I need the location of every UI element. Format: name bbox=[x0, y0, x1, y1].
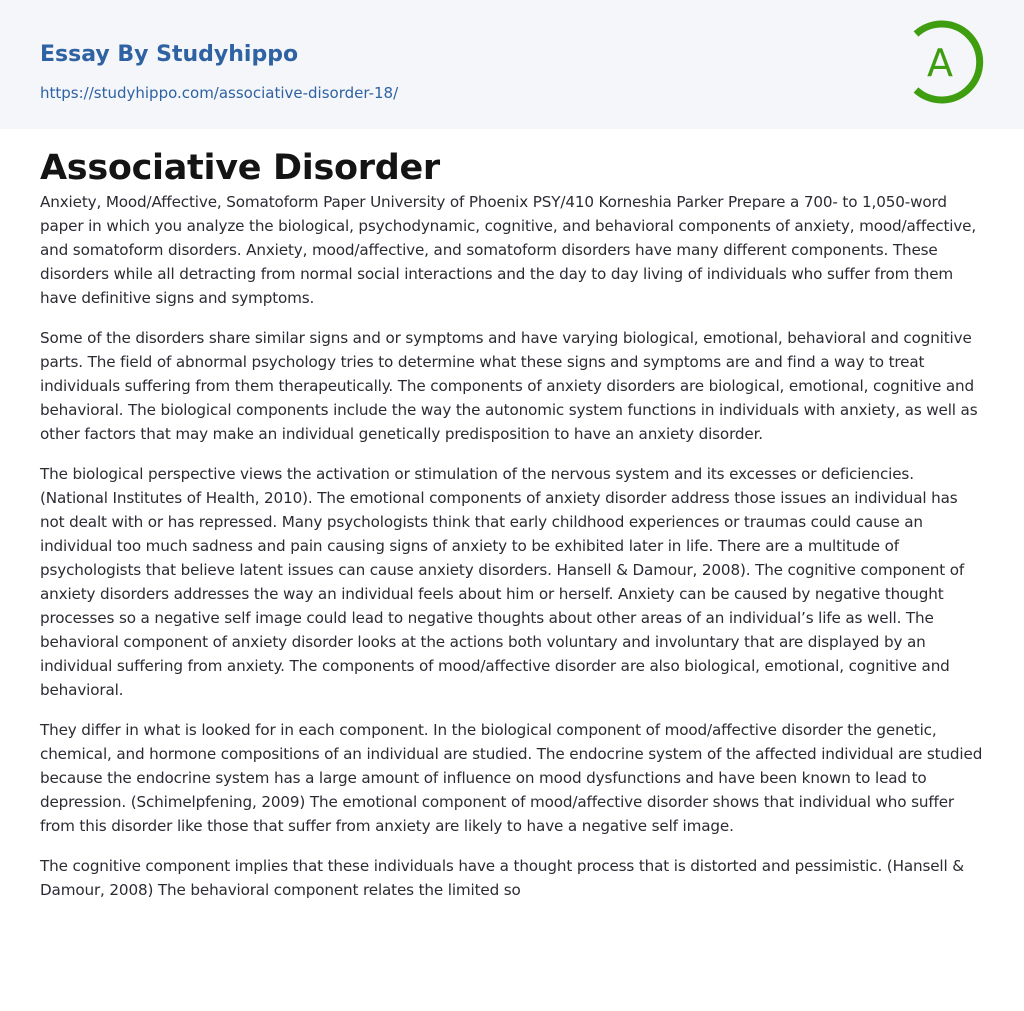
paragraph: Some of the disorders share similar signs and or symptoms and have varying biological, emotional, behavioral and cognitive parts. The field of abnormal psychology tries to determine what these signs and symptoms are and find a way to treat individuals suffering from them therapeutically. The components of anxiety disorders are biological, emotional, cognitive and behavioral. The biological components include the way the autonomic system functions in individuals with anxiety, as well as other factors that may make an individual genetically predisposition to have an anxiety disorder. bbox=[40, 329, 978, 443]
paragraph: Anxiety, Mood/Affective, Somatoform Paper University of Phoenix PSY/410 Korneshia Parker Prepare a 700- to 1,050-word paper in which you analyze the biological, psychodynamic, cognitive, and behavioral components of anxiety, mood/affective, and somatoform disorders. Anxiety, mood/affective, and somatoform disorders have many different components. These disorders while all detracting from normal social interactions and the day to day living of individuals who suffer from them have definitive signs and symptoms. bbox=[40, 193, 977, 307]
svg-text:A: A bbox=[927, 41, 953, 85]
site-header bbox=[0, 0, 1024, 129]
paragraph: The biological perspective views the activation or stimulation of the nervous system and its excesses or deficiencies. (National Institutes of Health, 2010). The emotional components of anxiety disorder address those issues an individual has not dealt with or has repressed. Many psychologists think that early childhood experiences or traumas could cause an individual too much sadness and pain causing signs of anxiety to be exhibited later in life. There are a multitude of psychologists that believe latent issues can cause anxiety disorders. Hansell & Damour, 2008). The cognitive component of anxiety disorders addresses the way an individual feels about him or herself. Anxiety can be caused by negative thought processes so a negative self image could lead to negative thoughts about other areas of an individual’s life as well. The behavioral component of anxiety disorder looks at the actions both voluntary and involuntary that are displayed by an individual suffering from anxiety. The components of mood/affective disorder are also biological, emotional, cognitive and behavioral. bbox=[40, 465, 965, 699]
paragraph: The cognitive component implies that these individuals have a thought process that is distorted and pessimistic. (Hansell & Damour, 2008) The behavioral component relates the limited so bbox=[40, 857, 964, 899]
brand-title: Essay By Studyhippo bbox=[40, 42, 299, 67]
logo-icon[interactable] bbox=[906, 18, 990, 106]
article-title: Associative Disorder bbox=[40, 148, 440, 188]
essay-url-link[interactable]: https://studyhippo.com/associative-disorder-18/ bbox=[40, 84, 399, 102]
paragraph: They differ in what is looked for in each component. In the biological component of mood/affective disorder the genetic, chemical, and hormone compositions of an individual are studied. The endocrine system of the affected individual are studied because the endocrine system has a large amount of influence on mood dysfunctions and have been known to lead to depression. (Schimelpfening, 2009) The emotional component of mood/affective disorder shows that individual who suffer from this disorder like those that suffer from anxiety are likely to have a negative self image. bbox=[40, 721, 983, 835]
article bbox=[0, 129, 1024, 902]
